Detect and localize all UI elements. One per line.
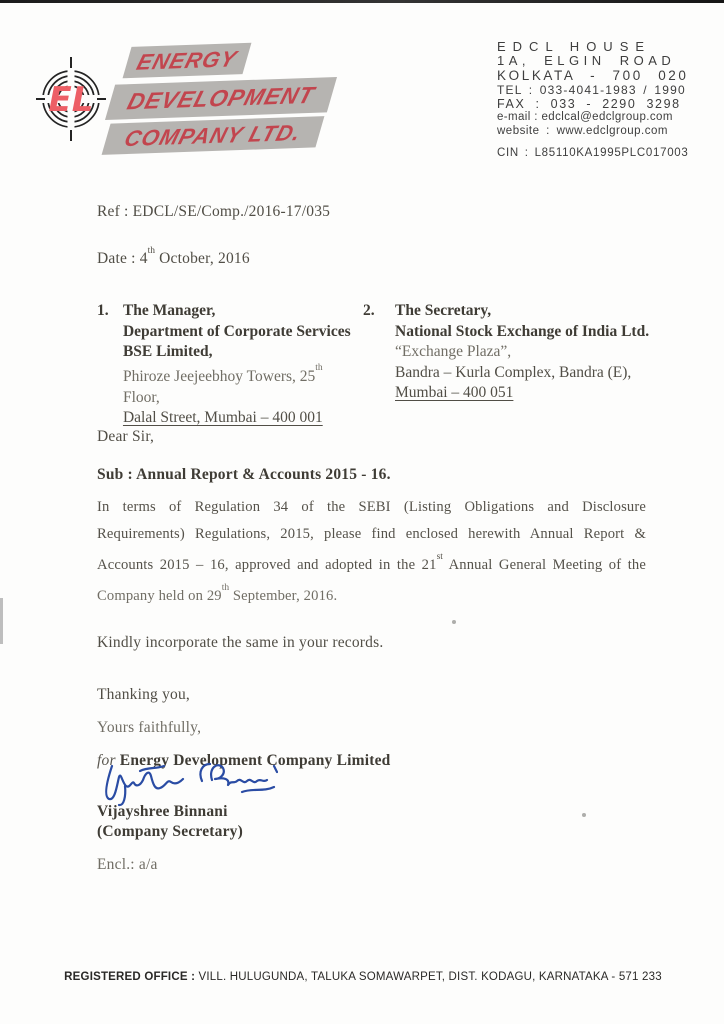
signatory-title: (Company Secretary)	[97, 823, 243, 840]
paragraph-line: Requirements) Regulations, 2015, please find enclosed herewith Annual Report &	[97, 526, 646, 543]
paragraph-line: Accounts 2015 – 16, approved and adopted in the 21st Annual General Meeting of the	[97, 551, 647, 574]
salutation: Dear Sir,	[97, 428, 155, 445]
logo-banner-text: COMPANY LTD.	[121, 119, 305, 151]
recipient-line: National Stock Exchange of India Ltd.	[395, 322, 650, 340]
subject-line: Sub : Annual Report & Accounts 2015 - 16.	[97, 466, 391, 483]
scan-streak	[0, 598, 3, 644]
phone-line: TEL : 033-4041-1983 / 1990	[497, 83, 686, 97]
date-line	[97, 245, 250, 268]
company-logo-emblem-icon	[36, 56, 106, 142]
date-ordinal: th	[147, 245, 156, 256]
recipient-block-1	[97, 301, 363, 429]
email-line: e-mail : edclcal@edclgroup.com	[497, 111, 673, 123]
scan-edge-line	[0, 0, 724, 3]
registered-office-label: REGISTERED OFFICE :	[64, 971, 196, 983]
recipient-number: 2.	[363, 302, 375, 319]
records-line: Kindly incorporate the same in your records.	[97, 634, 384, 651]
registered-office-line	[58, 971, 668, 983]
signatory-name: Vijayshree Binnani	[97, 803, 228, 820]
website-line: website : www.edclgroup.com	[497, 124, 668, 137]
paragraph-line: Company held on 29th September, 2016.	[97, 582, 338, 605]
ref-line: Ref : EDCL/SE/Comp./2016-17/035	[97, 203, 331, 220]
recipient-line: “Exchange Plaza”,	[395, 343, 512, 361]
logo-banner-company-ltd	[102, 116, 325, 155]
company-name: Energy Development Company Limited	[115, 752, 391, 769]
recipient-blocks	[97, 301, 649, 429]
date-text: Date : 4	[97, 250, 148, 268]
recipient-line: BSE Limited,	[122, 343, 213, 361]
thanking-line: Thanking you,	[97, 686, 191, 703]
cin-line: CIN : L85110KA1995PLC017003	[497, 147, 689, 159]
recipient-address	[123, 301, 363, 429]
svg-text:EL: EL	[48, 80, 94, 120]
scan-speck	[582, 813, 586, 817]
address-line: KOLKATA - 700 020	[497, 68, 689, 83]
address-line: EDCL HOUSE	[497, 39, 652, 54]
logo-banner-development	[105, 77, 337, 120]
address-line: 1A, ELGIN ROAD	[497, 53, 676, 68]
logo-banner-text: DEVELOPMENT	[124, 81, 318, 115]
letterhead-address-block	[497, 40, 703, 159]
recipient-line: Phiroze Jeejeebhoy Towers, 25th Floor,	[122, 363, 323, 406]
date-text: October, 2016	[155, 250, 250, 268]
recipient-line: Mumbai – 400 051	[395, 384, 514, 402]
recipient-line: The Manager,	[122, 302, 216, 319]
recipient-line: Bandra – Kurla Complex, Bandra (E),	[395, 363, 632, 381]
recipient-line: Dalal Street, Mumbai – 400 001	[122, 409, 323, 427]
body-paragraph	[97, 494, 646, 611]
recipient-line: Department of Corporate Services	[122, 322, 351, 340]
recipient-number: 1.	[97, 302, 109, 319]
recipient-block-2	[363, 301, 649, 429]
enclosure-line: Encl.: a/a	[97, 856, 158, 873]
paragraph-line: In terms of Regulation 34 of the SEBI (Listing Obligations and Disclosure	[97, 499, 646, 515]
recipient-address	[395, 301, 649, 429]
logo-banner-text: ENERGY	[134, 45, 241, 75]
registered-office-text: VILL. HULUGUNDA, TALUKA SOMAWARPET, DIST. KODAGU, KARNATAKA - 571 233	[195, 971, 662, 983]
logo-banner-energy	[123, 43, 252, 79]
recipient-line: The Secretary,	[395, 302, 492, 319]
faithfully-line: Yours faithfully,	[97, 719, 202, 736]
scan-speck	[452, 620, 456, 624]
for-word: for	[97, 752, 116, 769]
fax-line: FAX : 033 - 2290 3298	[497, 97, 681, 111]
